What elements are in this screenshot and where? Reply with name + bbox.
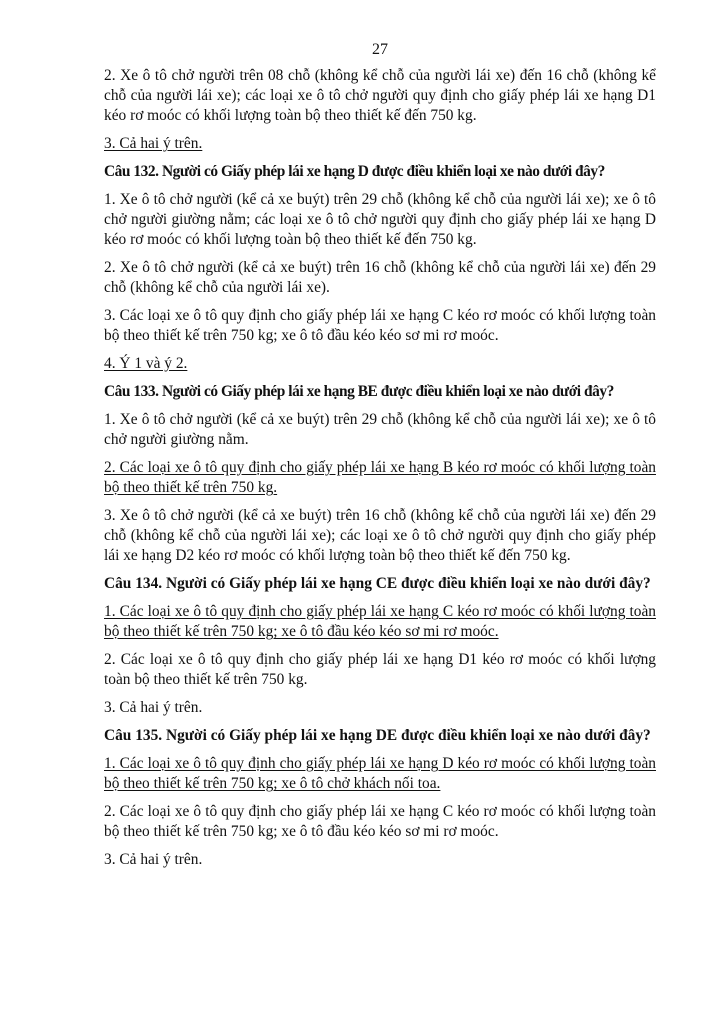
page-number: 27	[372, 41, 388, 58]
answer-option: 1. Xe ô tô chở người (kể cả xe buýt) trên 29 chỗ (không kể chỗ của người lái xe); xe ô tô chở người giường nằm; các loại xe ô tô chở người quy định cho giấy phép lái xe hạng D kéo rơ moóc có khối lượng toàn bộ theo thiết kế đến 750 kg.	[104, 191, 656, 248]
question-135-heading: Câu 135. Người có Giấy phép lái xe hạng DE được điều khiển loại xe nào dưới đây?	[104, 727, 651, 744]
question-134-heading: Câu 134. Người có Giấy phép lái xe hạng CE được điều khiển loại xe nào dưới đây?	[104, 575, 651, 592]
answer-option: 1. Xe ô tô chở người (kể cả xe buýt) trên 29 chỗ (không kể chỗ của người lái xe); xe ô tô chở người giường nằm.	[104, 411, 656, 448]
question-133-heading: Câu 133. Người có Giấy phép lái xe hạng BE được điều khiển loại xe nào dưới đây?	[104, 383, 614, 400]
correct-answer-option: 3. Cả hai ý trên.	[104, 135, 203, 152]
answer-option: 3. Cả hai ý trên.	[104, 851, 203, 868]
answer-option: 3. Các loại xe ô tô quy định cho giấy phép lái xe hạng C kéo rơ moóc có khối lượng toàn bộ theo thiết kế trên 750 kg; xe ô tô đầu kéo kéo sơ mi rơ moóc.	[104, 307, 656, 344]
answer-option: 2. Xe ô tô chở người trên 08 chỗ (không kể chỗ của người lái xe) đến 16 chỗ (không kể chỗ của người lái xe); các loại xe ô tô chở người quy định cho giấy phép lái xe hạng D1 kéo rơ moóc có khối lượng toàn bộ theo thiết kế đến 750 kg.	[104, 67, 656, 124]
correct-answer-option: 1. Các loại xe ô tô quy định cho giấy phép lái xe hạng C kéo rơ moóc có khối lượng toàn bộ theo thiết kế trên 750 kg; xe ô tô đầu kéo kéo sơ mi rơ moóc.	[104, 603, 656, 640]
correct-answer-option: 1. Các loại xe ô tô quy định cho giấy phép lái xe hạng D kéo rơ moóc có khối lượng toàn bộ theo thiết kế trên 750 kg; xe ô tô chở khách nối toa.	[104, 755, 656, 792]
question-132-heading: Câu 132. Người có Giấy phép lái xe hạng D được điều khiển loại xe nào dưới đây?	[104, 163, 605, 180]
answer-option: 2. Các loại xe ô tô quy định cho giấy phép lái xe hạng C kéo rơ moóc có khối lượng toàn bộ theo thiết kế trên 750 kg; xe ô tô đầu kéo kéo sơ mi rơ moóc.	[104, 803, 656, 840]
answer-option: 2. Xe ô tô chở người (kể cả xe buýt) trên 16 chỗ (không kể chỗ của người lái xe) đến 29 chỗ (không kể chỗ của người lái xe).	[104, 259, 656, 296]
answer-option: 2. Các loại xe ô tô quy định cho giấy phép lái xe hạng D1 kéo rơ moóc có khối lượng toàn bộ theo thiết kế trên 750 kg.	[104, 651, 656, 688]
answer-option: 3. Cả hai ý trên.	[104, 699, 203, 716]
answer-option: 3. Xe ô tô chở người (kể cả xe buýt) trên 16 chỗ (không kể chỗ của người lái xe) đến 29 chỗ (không kể chỗ của người lái xe); các loại xe ô tô chở người quy định cho giấy phép lái xe hạng D2 kéo rơ moóc có khối lượng toàn bộ theo thiết kế đến 750 kg.	[104, 507, 656, 564]
document-page	[104, 40, 656, 878]
correct-answer-option: 2. Các loại xe ô tô quy định cho giấy phép lái xe hạng B kéo rơ moóc có khối lượng toàn bộ theo thiết kế trên 750 kg.	[104, 459, 656, 496]
correct-answer-option: 4. Ý 1 và ý 2.	[104, 355, 188, 372]
